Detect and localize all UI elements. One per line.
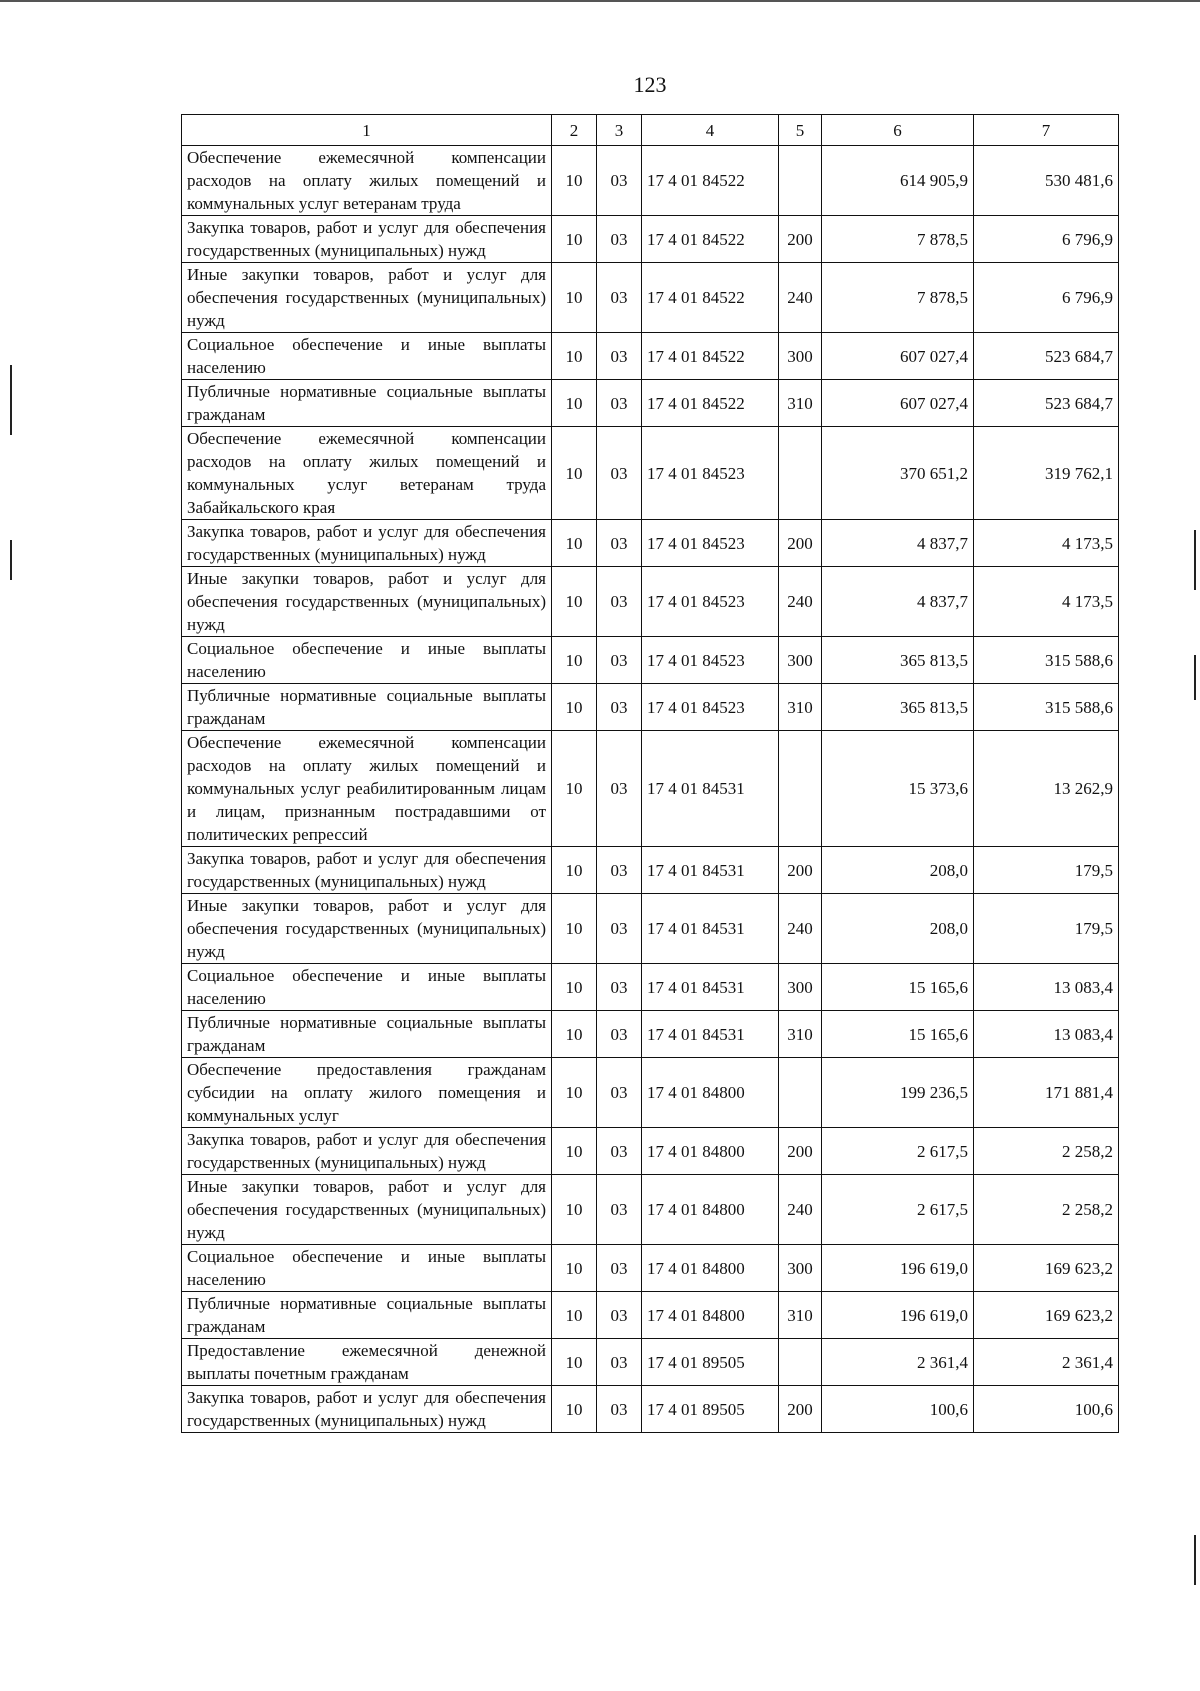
target-article-cell: 17 4 01 84800 bbox=[642, 1128, 779, 1175]
amount-cell-col6: 7 878,5 bbox=[822, 216, 974, 263]
section-code-cell: 10 bbox=[552, 520, 597, 567]
subsection-code-cell: 03 bbox=[597, 964, 642, 1011]
section-code-cell: 10 bbox=[552, 964, 597, 1011]
expense-type-cell bbox=[779, 146, 822, 216]
table-row bbox=[182, 1292, 1119, 1339]
section-code-cell: 10 bbox=[552, 1386, 597, 1433]
expense-type-cell bbox=[779, 731, 822, 847]
expense-type-cell: 200 bbox=[779, 1128, 822, 1175]
amount-cell-col6: 100,6 bbox=[822, 1386, 974, 1433]
subsection-code-cell: 03 bbox=[597, 894, 642, 964]
item-name-cell: Закупка товаров, работ и услуг для обеспечения государственных (муниципальных) нужд bbox=[182, 847, 552, 894]
scan-top-border bbox=[0, 0, 1200, 2]
amount-cell-col7: 4 173,5 bbox=[974, 567, 1119, 637]
subsection-code-cell: 03 bbox=[597, 684, 642, 731]
amount-cell-col7: 315 588,6 bbox=[974, 637, 1119, 684]
table-row bbox=[182, 1386, 1119, 1433]
target-article-cell: 17 4 01 84531 bbox=[642, 731, 779, 847]
expense-type-cell: 300 bbox=[779, 1245, 822, 1292]
section-code-cell: 10 bbox=[552, 1058, 597, 1128]
item-name-cell: Обеспечение предоставления гражданам субсидии на оплату жилого помещения и коммунальных услуг bbox=[182, 1058, 552, 1128]
table-row bbox=[182, 637, 1119, 684]
subsection-code-cell: 03 bbox=[597, 637, 642, 684]
amount-cell-col6: 4 837,7 bbox=[822, 520, 974, 567]
amount-cell-col6: 4 837,7 bbox=[822, 567, 974, 637]
table-body bbox=[182, 146, 1119, 1433]
item-name-cell: Социальное обеспечение и иные выплаты населению bbox=[182, 964, 552, 1011]
target-article-cell: 17 4 01 84800 bbox=[642, 1292, 779, 1339]
item-name-cell: Закупка товаров, работ и услуг для обеспечения государственных (муниципальных) нужд bbox=[182, 520, 552, 567]
target-article-cell: 17 4 01 84523 bbox=[642, 684, 779, 731]
table-row bbox=[182, 1175, 1119, 1245]
target-article-cell: 17 4 01 84522 bbox=[642, 380, 779, 427]
item-name-cell: Иные закупки товаров, работ и услуг для обеспечения государственных (муниципальных) нужд bbox=[182, 567, 552, 637]
expense-type-cell: 240 bbox=[779, 263, 822, 333]
amount-cell-col6: 2 361,4 bbox=[822, 1339, 974, 1386]
expense-type-cell: 200 bbox=[779, 1386, 822, 1433]
amount-cell-col7: 4 173,5 bbox=[974, 520, 1119, 567]
expense-type-cell: 310 bbox=[779, 1011, 822, 1058]
amount-cell-col7: 2 258,2 bbox=[974, 1175, 1119, 1245]
target-article-cell: 17 4 01 84523 bbox=[642, 520, 779, 567]
amount-cell-col7: 523 684,7 bbox=[974, 333, 1119, 380]
amount-cell-col7: 100,6 bbox=[974, 1386, 1119, 1433]
expense-type-cell: 310 bbox=[779, 684, 822, 731]
section-code-cell: 10 bbox=[552, 333, 597, 380]
section-code-cell: 10 bbox=[552, 146, 597, 216]
column-header-4: 4 bbox=[642, 115, 779, 146]
amount-cell-col7: 6 796,9 bbox=[974, 216, 1119, 263]
amount-cell-col6: 365 813,5 bbox=[822, 684, 974, 731]
subsection-code-cell: 03 bbox=[597, 1339, 642, 1386]
target-article-cell: 17 4 01 84531 bbox=[642, 1011, 779, 1058]
table-row bbox=[182, 894, 1119, 964]
column-header-7: 7 bbox=[974, 115, 1119, 146]
table-row bbox=[182, 263, 1119, 333]
target-article-cell: 17 4 01 84800 bbox=[642, 1175, 779, 1245]
page-number: 123 bbox=[633, 72, 667, 97]
column-header-3: 3 bbox=[597, 115, 642, 146]
expense-type-cell: 200 bbox=[779, 216, 822, 263]
amount-cell-col7: 523 684,7 bbox=[974, 380, 1119, 427]
scan-edge-mark bbox=[1194, 530, 1196, 590]
table-row bbox=[182, 380, 1119, 427]
section-code-cell: 10 bbox=[552, 847, 597, 894]
target-article-cell: 17 4 01 84522 bbox=[642, 333, 779, 380]
target-article-cell: 17 4 01 89505 bbox=[642, 1339, 779, 1386]
item-name-cell: Закупка товаров, работ и услуг для обеспечения государственных (муниципальных) нужд bbox=[182, 1128, 552, 1175]
amount-cell-col6: 199 236,5 bbox=[822, 1058, 974, 1128]
section-code-cell: 10 bbox=[552, 1245, 597, 1292]
item-name-cell: Иные закупки товаров, работ и услуг для обеспечения государственных (муниципальных) нужд bbox=[182, 894, 552, 964]
item-name-cell: Публичные нормативные социальные выплаты гражданам bbox=[182, 380, 552, 427]
section-code-cell: 10 bbox=[552, 684, 597, 731]
target-article-cell: 17 4 01 84800 bbox=[642, 1058, 779, 1128]
section-code-cell: 10 bbox=[552, 1128, 597, 1175]
section-code-cell: 10 bbox=[552, 1175, 597, 1245]
amount-cell-col6: 2 617,5 bbox=[822, 1128, 974, 1175]
subsection-code-cell: 03 bbox=[597, 520, 642, 567]
column-header-6: 6 bbox=[822, 115, 974, 146]
amount-cell-col6: 196 619,0 bbox=[822, 1245, 974, 1292]
scan-edge-mark bbox=[1194, 655, 1196, 700]
target-article-cell: 17 4 01 84523 bbox=[642, 567, 779, 637]
amount-cell-col7: 6 796,9 bbox=[974, 263, 1119, 333]
amount-cell-col7: 169 623,2 bbox=[974, 1245, 1119, 1292]
amount-cell-col7: 530 481,6 bbox=[974, 146, 1119, 216]
table-row bbox=[182, 964, 1119, 1011]
subsection-code-cell: 03 bbox=[597, 1011, 642, 1058]
subsection-code-cell: 03 bbox=[597, 146, 642, 216]
amount-cell-col7: 2 258,2 bbox=[974, 1128, 1119, 1175]
item-name-cell: Социальное обеспечение и иные выплаты населению bbox=[182, 333, 552, 380]
column-header-1: 1 bbox=[182, 115, 552, 146]
subsection-code-cell: 03 bbox=[597, 333, 642, 380]
table-header-row bbox=[182, 115, 1119, 146]
table-row bbox=[182, 567, 1119, 637]
expense-type-cell: 200 bbox=[779, 847, 822, 894]
subsection-code-cell: 03 bbox=[597, 216, 642, 263]
amount-cell-col7: 2 361,4 bbox=[974, 1339, 1119, 1386]
target-article-cell: 17 4 01 84531 bbox=[642, 894, 779, 964]
amount-cell-col6: 15 373,6 bbox=[822, 731, 974, 847]
subsection-code-cell: 03 bbox=[597, 567, 642, 637]
section-code-cell: 10 bbox=[552, 731, 597, 847]
table-row bbox=[182, 146, 1119, 216]
target-article-cell: 17 4 01 84523 bbox=[642, 427, 779, 520]
target-article-cell: 17 4 01 84522 bbox=[642, 146, 779, 216]
table-row bbox=[182, 847, 1119, 894]
expense-type-cell: 300 bbox=[779, 333, 822, 380]
amount-cell-col6: 607 027,4 bbox=[822, 333, 974, 380]
item-name-cell: Закупка товаров, работ и услуг для обеспечения государственных (муниципальных) нужд bbox=[182, 216, 552, 263]
subsection-code-cell: 03 bbox=[597, 731, 642, 847]
expense-type-cell: 300 bbox=[779, 637, 822, 684]
amount-cell-col7: 179,5 bbox=[974, 894, 1119, 964]
section-code-cell: 10 bbox=[552, 1011, 597, 1058]
table-row bbox=[182, 1058, 1119, 1128]
expense-type-cell: 240 bbox=[779, 894, 822, 964]
amount-cell-col6: 208,0 bbox=[822, 847, 974, 894]
item-name-cell: Публичные нормативные социальные выплаты гражданам bbox=[182, 684, 552, 731]
target-article-cell: 17 4 01 84522 bbox=[642, 216, 779, 263]
item-name-cell: Предоставление ежемесячной денежной выплаты почетным гражданам bbox=[182, 1339, 552, 1386]
table-row bbox=[182, 1011, 1119, 1058]
amount-cell-col6: 196 619,0 bbox=[822, 1292, 974, 1339]
amount-cell-col6: 15 165,6 bbox=[822, 964, 974, 1011]
amount-cell-col6: 7 878,5 bbox=[822, 263, 974, 333]
amount-cell-col6: 370 651,2 bbox=[822, 427, 974, 520]
item-name-cell: Обеспечение ежемесячной компенсации расходов на оплату жилых помещений и коммунальных услуг ветеранам труда Забайкальского края bbox=[182, 427, 552, 520]
amount-cell-col6: 15 165,6 bbox=[822, 1011, 974, 1058]
subsection-code-cell: 03 bbox=[597, 1058, 642, 1128]
table-row bbox=[182, 427, 1119, 520]
target-article-cell: 17 4 01 84523 bbox=[642, 637, 779, 684]
column-header-2: 2 bbox=[552, 115, 597, 146]
table-row bbox=[182, 216, 1119, 263]
expense-type-cell: 300 bbox=[779, 964, 822, 1011]
item-name-cell: Публичные нормативные социальные выплаты гражданам bbox=[182, 1011, 552, 1058]
item-name-cell: Обеспечение ежемесячной компенсации расходов на оплату жилых помещений и коммунальных услуг реабилитированным лицам и лицам, признанным пострадавшими от политических репрессий bbox=[182, 731, 552, 847]
target-article-cell: 17 4 01 84531 bbox=[642, 964, 779, 1011]
amount-cell-col6: 2 617,5 bbox=[822, 1175, 974, 1245]
scan-edge-mark bbox=[1194, 1535, 1196, 1585]
amount-cell-col7: 169 623,2 bbox=[974, 1292, 1119, 1339]
item-name-cell: Публичные нормативные социальные выплаты гражданам bbox=[182, 1292, 552, 1339]
target-article-cell: 17 4 01 89505 bbox=[642, 1386, 779, 1433]
section-code-cell: 10 bbox=[552, 1339, 597, 1386]
item-name-cell: Иные закупки товаров, работ и услуг для обеспечения государственных (муниципальных) нужд bbox=[182, 263, 552, 333]
section-code-cell: 10 bbox=[552, 1292, 597, 1339]
subsection-code-cell: 03 bbox=[597, 1292, 642, 1339]
item-name-cell: Социальное обеспечение и иные выплаты населению bbox=[182, 1245, 552, 1292]
table-row bbox=[182, 520, 1119, 567]
expense-type-cell: 240 bbox=[779, 567, 822, 637]
subsection-code-cell: 03 bbox=[597, 380, 642, 427]
subsection-code-cell: 03 bbox=[597, 1245, 642, 1292]
amount-cell-col6: 365 813,5 bbox=[822, 637, 974, 684]
expense-type-cell: 310 bbox=[779, 1292, 822, 1339]
item-name-cell: Обеспечение ежемесячной компенсации расходов на оплату жилых помещений и коммунальных услуг ветеранам труда bbox=[182, 146, 552, 216]
expense-type-cell bbox=[779, 1058, 822, 1128]
amount-cell-col7: 171 881,4 bbox=[974, 1058, 1119, 1128]
section-code-cell: 10 bbox=[552, 567, 597, 637]
column-header-5: 5 bbox=[779, 115, 822, 146]
target-article-cell: 17 4 01 84800 bbox=[642, 1245, 779, 1292]
item-name-cell: Закупка товаров, работ и услуг для обеспечения государственных (муниципальных) нужд bbox=[182, 1386, 552, 1433]
scan-edge-mark bbox=[10, 540, 12, 580]
amount-cell-col6: 614 905,9 bbox=[822, 146, 974, 216]
table-row bbox=[182, 1339, 1119, 1386]
amount-cell-col7: 179,5 bbox=[974, 847, 1119, 894]
target-article-cell: 17 4 01 84531 bbox=[642, 847, 779, 894]
target-article-cell: 17 4 01 84522 bbox=[642, 263, 779, 333]
table-row bbox=[182, 333, 1119, 380]
item-name-cell: Социальное обеспечение и иные выплаты населению bbox=[182, 637, 552, 684]
amount-cell-col7: 13 083,4 bbox=[974, 964, 1119, 1011]
expense-type-cell: 240 bbox=[779, 1175, 822, 1245]
subsection-code-cell: 03 bbox=[597, 847, 642, 894]
subsection-code-cell: 03 bbox=[597, 1175, 642, 1245]
item-name-cell: Иные закупки товаров, работ и услуг для обеспечения государственных (муниципальных) нужд bbox=[182, 1175, 552, 1245]
table-row bbox=[182, 731, 1119, 847]
section-code-cell: 10 bbox=[552, 216, 597, 263]
subsection-code-cell: 03 bbox=[597, 427, 642, 520]
amount-cell-col7: 13 083,4 bbox=[974, 1011, 1119, 1058]
amount-cell-col7: 13 262,9 bbox=[974, 731, 1119, 847]
expense-type-cell: 200 bbox=[779, 520, 822, 567]
amount-cell-col7: 315 588,6 bbox=[974, 684, 1119, 731]
section-code-cell: 10 bbox=[552, 380, 597, 427]
subsection-code-cell: 03 bbox=[597, 1128, 642, 1175]
expense-type-cell: 310 bbox=[779, 380, 822, 427]
amount-cell-col6: 208,0 bbox=[822, 894, 974, 964]
amount-cell-col6: 607 027,4 bbox=[822, 380, 974, 427]
section-code-cell: 10 bbox=[552, 263, 597, 333]
table-row bbox=[182, 1245, 1119, 1292]
expense-type-cell bbox=[779, 1339, 822, 1386]
subsection-code-cell: 03 bbox=[597, 263, 642, 333]
scan-edge-mark bbox=[10, 365, 12, 435]
budget-table bbox=[181, 114, 1119, 1433]
table-row bbox=[182, 1128, 1119, 1175]
section-code-cell: 10 bbox=[552, 637, 597, 684]
table-row bbox=[182, 684, 1119, 731]
section-code-cell: 10 bbox=[552, 894, 597, 964]
subsection-code-cell: 03 bbox=[597, 1386, 642, 1433]
section-code-cell: 10 bbox=[552, 427, 597, 520]
amount-cell-col7: 319 762,1 bbox=[974, 427, 1119, 520]
expense-type-cell bbox=[779, 427, 822, 520]
